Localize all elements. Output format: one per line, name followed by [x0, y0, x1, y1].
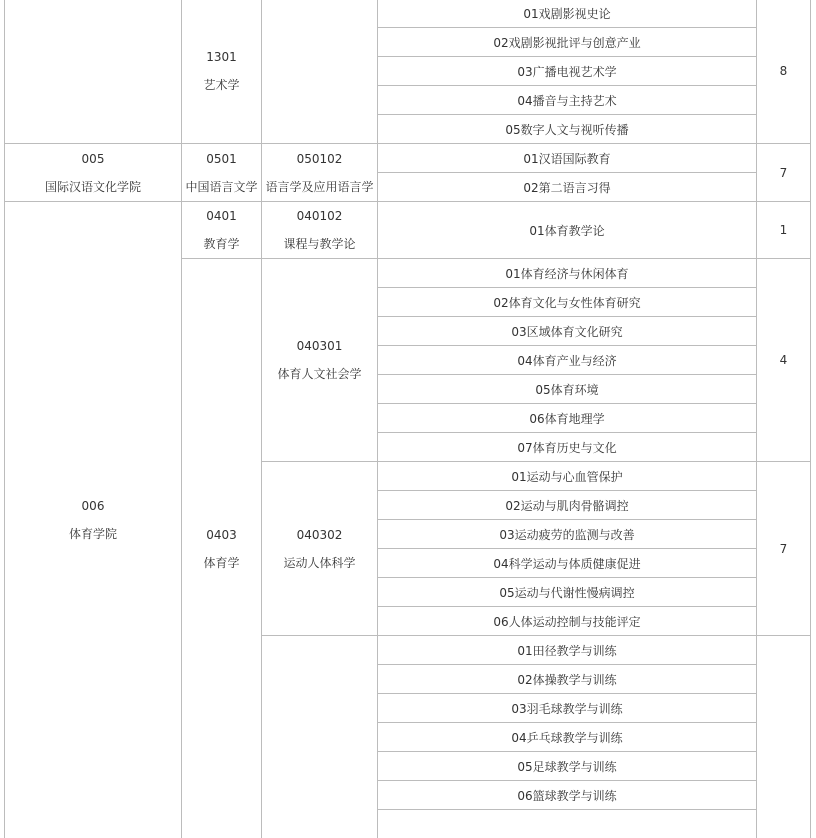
- discipline-cell: [182, 0, 262, 144]
- direction-cell: 03广播电视艺术学: [378, 57, 757, 86]
- enrollment-count: 4: [757, 259, 811, 462]
- discipline-code: 0401: [182, 202, 261, 230]
- discipline-cell: [182, 259, 262, 838]
- direction-cell: [378, 810, 757, 838]
- major-code: 040301: [262, 332, 377, 360]
- direction-cell: 02体育文化与女性体育研究: [378, 288, 757, 317]
- enrollment-count: 7: [757, 144, 811, 202]
- table-row: [5, 144, 811, 173]
- enrollment-count: 8: [757, 0, 811, 144]
- direction-cell: 02运动与肌肉骨骼调控: [378, 491, 757, 520]
- direction-cell: 01汉语国际教育: [378, 144, 757, 173]
- major-code: 040302: [262, 521, 377, 549]
- enrollment-count: 1: [757, 202, 811, 259]
- direction-cell: 04科学运动与体质健康促进: [378, 549, 757, 578]
- discipline-name: 教育学: [182, 230, 261, 258]
- direction-cell: 04体育产业与经济: [378, 346, 757, 375]
- major-name: 体育人文社会学: [262, 360, 377, 388]
- major-cell: [262, 202, 378, 259]
- direction-cell: 02体操教学与训练: [378, 665, 757, 694]
- direction-cell: 01田径教学与训练: [378, 636, 757, 665]
- discipline-code: 0501: [182, 145, 261, 173]
- discipline-code: 0403: [182, 521, 261, 549]
- direction-cell: 07体育历史与文化: [378, 433, 757, 462]
- discipline-cell: [182, 144, 262, 202]
- major-name: 课程与教学论: [262, 230, 377, 258]
- discipline-cell: [182, 202, 262, 259]
- direction-cell: 03区域体育文化研究: [378, 317, 757, 346]
- college-code: 006: [5, 492, 181, 520]
- major-cell: [262, 0, 378, 144]
- enrollment-count: 7: [757, 462, 811, 636]
- direction-cell: 05足球教学与训练: [378, 752, 757, 781]
- discipline-name: 中国语言文学: [182, 173, 261, 201]
- college-name: 国际汉语文化学院: [5, 173, 181, 201]
- direction-cell: 05体育环境: [378, 375, 757, 404]
- direction-cell: 04播音与主持艺术: [378, 86, 757, 115]
- direction-cell: 06体育地理学: [378, 404, 757, 433]
- direction-cell: 02第二语言习得: [378, 173, 757, 202]
- direction-cell: 06篮球教学与训练: [378, 781, 757, 810]
- direction-cell: 06人体运动控制与技能评定: [378, 607, 757, 636]
- direction-cell: 01体育教学论: [378, 202, 757, 259]
- direction-cell: 03运动疲劳的监测与改善: [378, 520, 757, 549]
- discipline-name: 体育学: [182, 549, 261, 577]
- discipline-name: 艺术学: [182, 71, 261, 99]
- major-name: 运动人体科学: [262, 549, 377, 577]
- college-code: 005: [5, 145, 181, 173]
- table-row: [5, 0, 811, 28]
- discipline-code: 1301: [182, 43, 261, 71]
- enrollment-count: [757, 636, 811, 838]
- direction-cell: 01戏剧影视史论: [378, 0, 757, 28]
- direction-cell: 03羽毛球教学与训练: [378, 694, 757, 723]
- college-cell: [5, 0, 182, 144]
- major-cell: [262, 144, 378, 202]
- direction-cell: 02戏剧影视批评与创意产业: [378, 28, 757, 57]
- major-cell: [262, 636, 378, 838]
- major-name: 语言学及应用语言学: [262, 173, 377, 201]
- college-cell: [5, 144, 182, 202]
- major-cell: [262, 259, 378, 462]
- direction-cell: 04乒乓球教学与训练: [378, 723, 757, 752]
- direction-cell: 05数字人文与视听传播: [378, 115, 757, 144]
- college-cell: [5, 202, 182, 838]
- program-table: [4, 0, 811, 838]
- major-cell: [262, 462, 378, 636]
- direction-cell: 05运动与代谢性慢病调控: [378, 578, 757, 607]
- direction-cell: 01运动与心血管保护: [378, 462, 757, 491]
- college-name: 体育学院: [5, 520, 181, 548]
- major-code: 050102: [262, 145, 377, 173]
- major-code: 040102: [262, 202, 377, 230]
- direction-cell: 01体育经济与休闲体育: [378, 259, 757, 288]
